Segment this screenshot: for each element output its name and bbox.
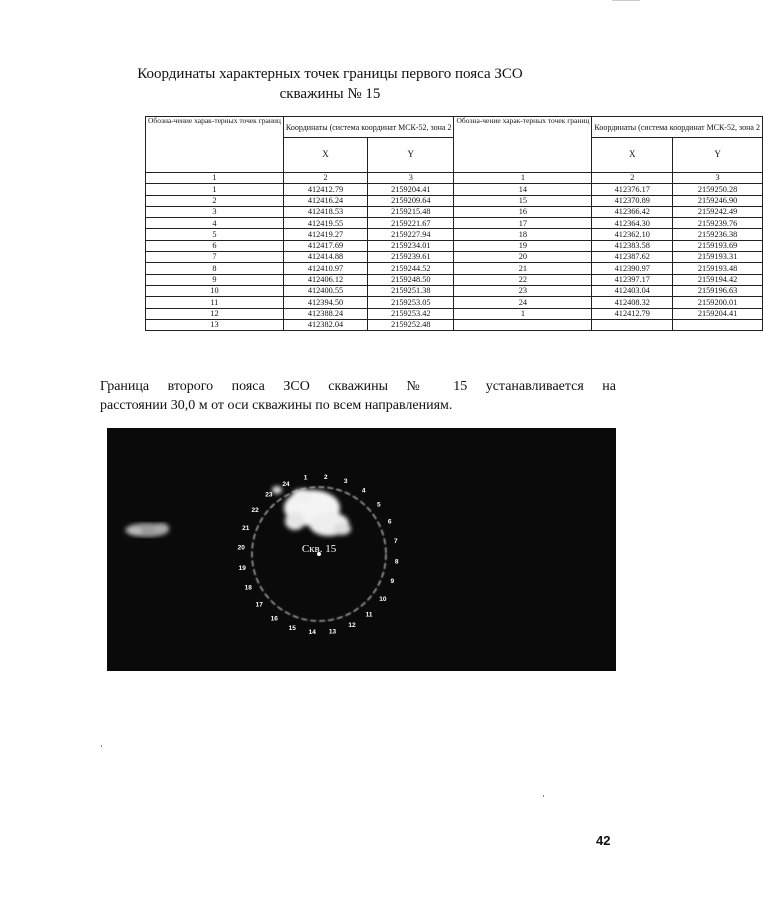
table-cell: 412397.17 [592,274,673,285]
table-cell: 2159221.67 [368,218,454,229]
table-cell: 2159253.05 [368,297,454,308]
table-row [146,218,763,229]
table-cell: 13 [146,319,284,330]
boundary-point-label: 4 [361,487,366,495]
boundary-point-label: 13 [328,628,337,636]
table-cell: 16 [454,206,592,217]
table-cell: 412408.32 [592,297,673,308]
table-cell: 2159196.63 [673,285,763,296]
boundary-point-label: 17 [255,601,263,609]
table-cell: 7 [146,252,284,263]
table-cell: 1 [454,173,592,184]
table-row [146,297,763,308]
boundary-point-label: 1 [303,474,308,482]
table-row [146,274,763,285]
boundary-point-label: 20 [237,544,245,552]
boundary-point-label: 23 [265,491,273,499]
table-row [146,252,763,263]
table-cell: 11 [146,297,284,308]
coordinates-table [145,116,763,331]
table-cell: 412406.12 [283,274,367,285]
table-cell: 412403.04 [592,285,673,296]
boundary-point-label: 8 [394,558,399,566]
boundary-point-label: 12 [348,622,356,630]
table-cell: 20 [454,252,592,263]
scan-speck [101,745,102,747]
boundary-point-label: 24 [282,480,290,488]
table-cell: 2159248.50 [368,274,454,285]
table-header-row [146,117,763,138]
y-column-header: Y [368,138,454,173]
table-cell: 2159193.31 [673,252,763,263]
table-row [146,229,763,240]
table-cell: 2159239.76 [673,218,763,229]
scan-speck [612,0,640,1]
paragraph [100,377,616,415]
table-cell: 2159251.38 [368,285,454,296]
boundary-point-label: 10 [379,596,387,604]
table-cell: 412412.79 [283,184,367,195]
table-cell: 412382.04 [283,319,367,330]
boundary-point-label: 5 [376,501,381,509]
paragraph-line-1: Граница второго пояса ЗСО скважины № 15 устанавливается на [100,379,616,394]
table-cell: 412364.30 [592,218,673,229]
table-cell: 412394.50 [283,297,367,308]
table-cell: 1 [146,184,284,195]
table-cell: 412416.24 [283,195,367,206]
table-cell: 14 [454,184,592,195]
page-title [100,64,560,104]
table-cell [673,319,763,330]
boundary-point-label: 2 [323,473,328,481]
table-cell: 2159242.49 [673,206,763,217]
table-cell: 2159234.01 [368,240,454,251]
table-cell: 1 [454,308,592,319]
table-cell: 2159209.64 [368,195,454,206]
table-cell: 412388.24 [283,308,367,319]
table-cell: 22 [454,274,592,285]
table-row [146,285,763,296]
table-cell: 24 [454,297,592,308]
boundary-point-label: 18 [244,584,252,592]
table-cell: 12 [146,308,284,319]
title-line-1: Координаты характерных точек границы первого пояса ЗСО [137,66,523,82]
table-cell: 2159194.42 [673,274,763,285]
paragraph-line-2: расстоянии 30,0 м от оси скважины по всем направлениям. [100,398,453,413]
table-cell [592,319,673,330]
boundary-point-label: 19 [238,565,246,572]
boundary-point-label: 14 [308,629,316,637]
table-cell: 2159252.48 [368,319,454,330]
boundary-point-label: 3 [343,478,348,486]
x-column-header: X [283,138,367,173]
table-cell: 412419.55 [283,218,367,229]
table-cell: 1 [146,173,284,184]
table-cell: 5 [146,229,284,240]
boundary-point-label: 21 [242,524,250,532]
boundary-point-label: 11 [365,611,373,619]
table-cell: 19 [454,240,592,251]
table-cell: 8 [146,263,284,274]
table-cell: 412376.17 [592,184,673,195]
point-column-header: Обозна-чение харак-терных точек границ [146,117,284,173]
table-cell: 412370.89 [592,195,673,206]
scan-speck [543,795,544,797]
table-row [146,263,763,274]
table-cell: 21 [454,263,592,274]
table-cell: 2159200.01 [673,297,763,308]
table-cell: 2 [146,195,284,206]
table-cell: 412412.79 [592,308,673,319]
table-cell: 412362.10 [592,229,673,240]
table-cell: 3 [368,173,454,184]
table-cell: 2159239.61 [368,252,454,263]
table-cell: 2159193.48 [673,263,763,274]
table-cell: 2159215.48 [368,206,454,217]
x-column-header: X [592,138,673,173]
well-label: Скв. 15 [301,543,337,555]
table-row [146,195,763,206]
table-cell: 17 [454,218,592,229]
table-cell: 2159244.52 [368,263,454,274]
table-cell: 6 [146,240,284,251]
y-column-header: Y [673,138,763,173]
boundary-point-label: 7 [393,538,398,545]
table-cell: 412383.58 [592,240,673,251]
table-cell: 23 [454,285,592,296]
page-number: 42 [596,833,611,848]
table-cell: 2 [592,173,673,184]
boundary-point-label: 16 [270,615,278,623]
table-cell: 10 [146,285,284,296]
table-row [146,206,763,217]
table-cell: 2 [283,173,367,184]
table-row [146,184,763,195]
zone-map-svg [107,428,616,671]
image-smudge [125,523,169,537]
table-cell: 412418.53 [283,206,367,217]
boundary-point-label: 22 [251,506,259,514]
table-cell: 412410.97 [283,263,367,274]
boundary-point-label: 9 [390,578,395,586]
coords-column-header: Координаты (система координат МСК-52, зона 2 [283,117,454,138]
table-cell: 2159236.38 [673,229,763,240]
table-cell: 3 [673,173,763,184]
boundary-point-label: 15 [288,624,296,632]
table-cell: 2159193.69 [673,240,763,251]
table-cell: 3 [146,206,284,217]
table-cell: 2159204.41 [673,308,763,319]
table-cell: 2159253.42 [368,308,454,319]
zone-map-image [107,428,616,671]
table-cell: 412387.62 [592,252,673,263]
table-row [146,319,763,330]
table-row [146,240,763,251]
table-cell: 412400.55 [283,285,367,296]
table-cell: 2159250.28 [673,184,763,195]
title-line-2: скважины № 15 [279,86,381,102]
table-cell: 2159204.41 [368,184,454,195]
point-column-header: Обозна-чение харак-терных точек границ [454,117,592,173]
table-cell: 2159227.94 [368,229,454,240]
boundary-point-label: 6 [387,518,392,526]
table-cell: 412390.97 [592,263,673,274]
table-cell: 412419.27 [283,229,367,240]
table-cell: 4 [146,218,284,229]
table-cell: 18 [454,229,592,240]
table-cell: 9 [146,274,284,285]
table-cell: 412414.88 [283,252,367,263]
coords-column-header: Координаты (система координат МСК-52, зона 2 [592,117,763,138]
table-cell: 412417.69 [283,240,367,251]
table-cell: 412366.42 [592,206,673,217]
table-row [146,308,763,319]
table-cell: 2159246.90 [673,195,763,206]
table-cell: 15 [454,195,592,206]
numbering-row [146,173,763,184]
table-cell [454,319,592,330]
